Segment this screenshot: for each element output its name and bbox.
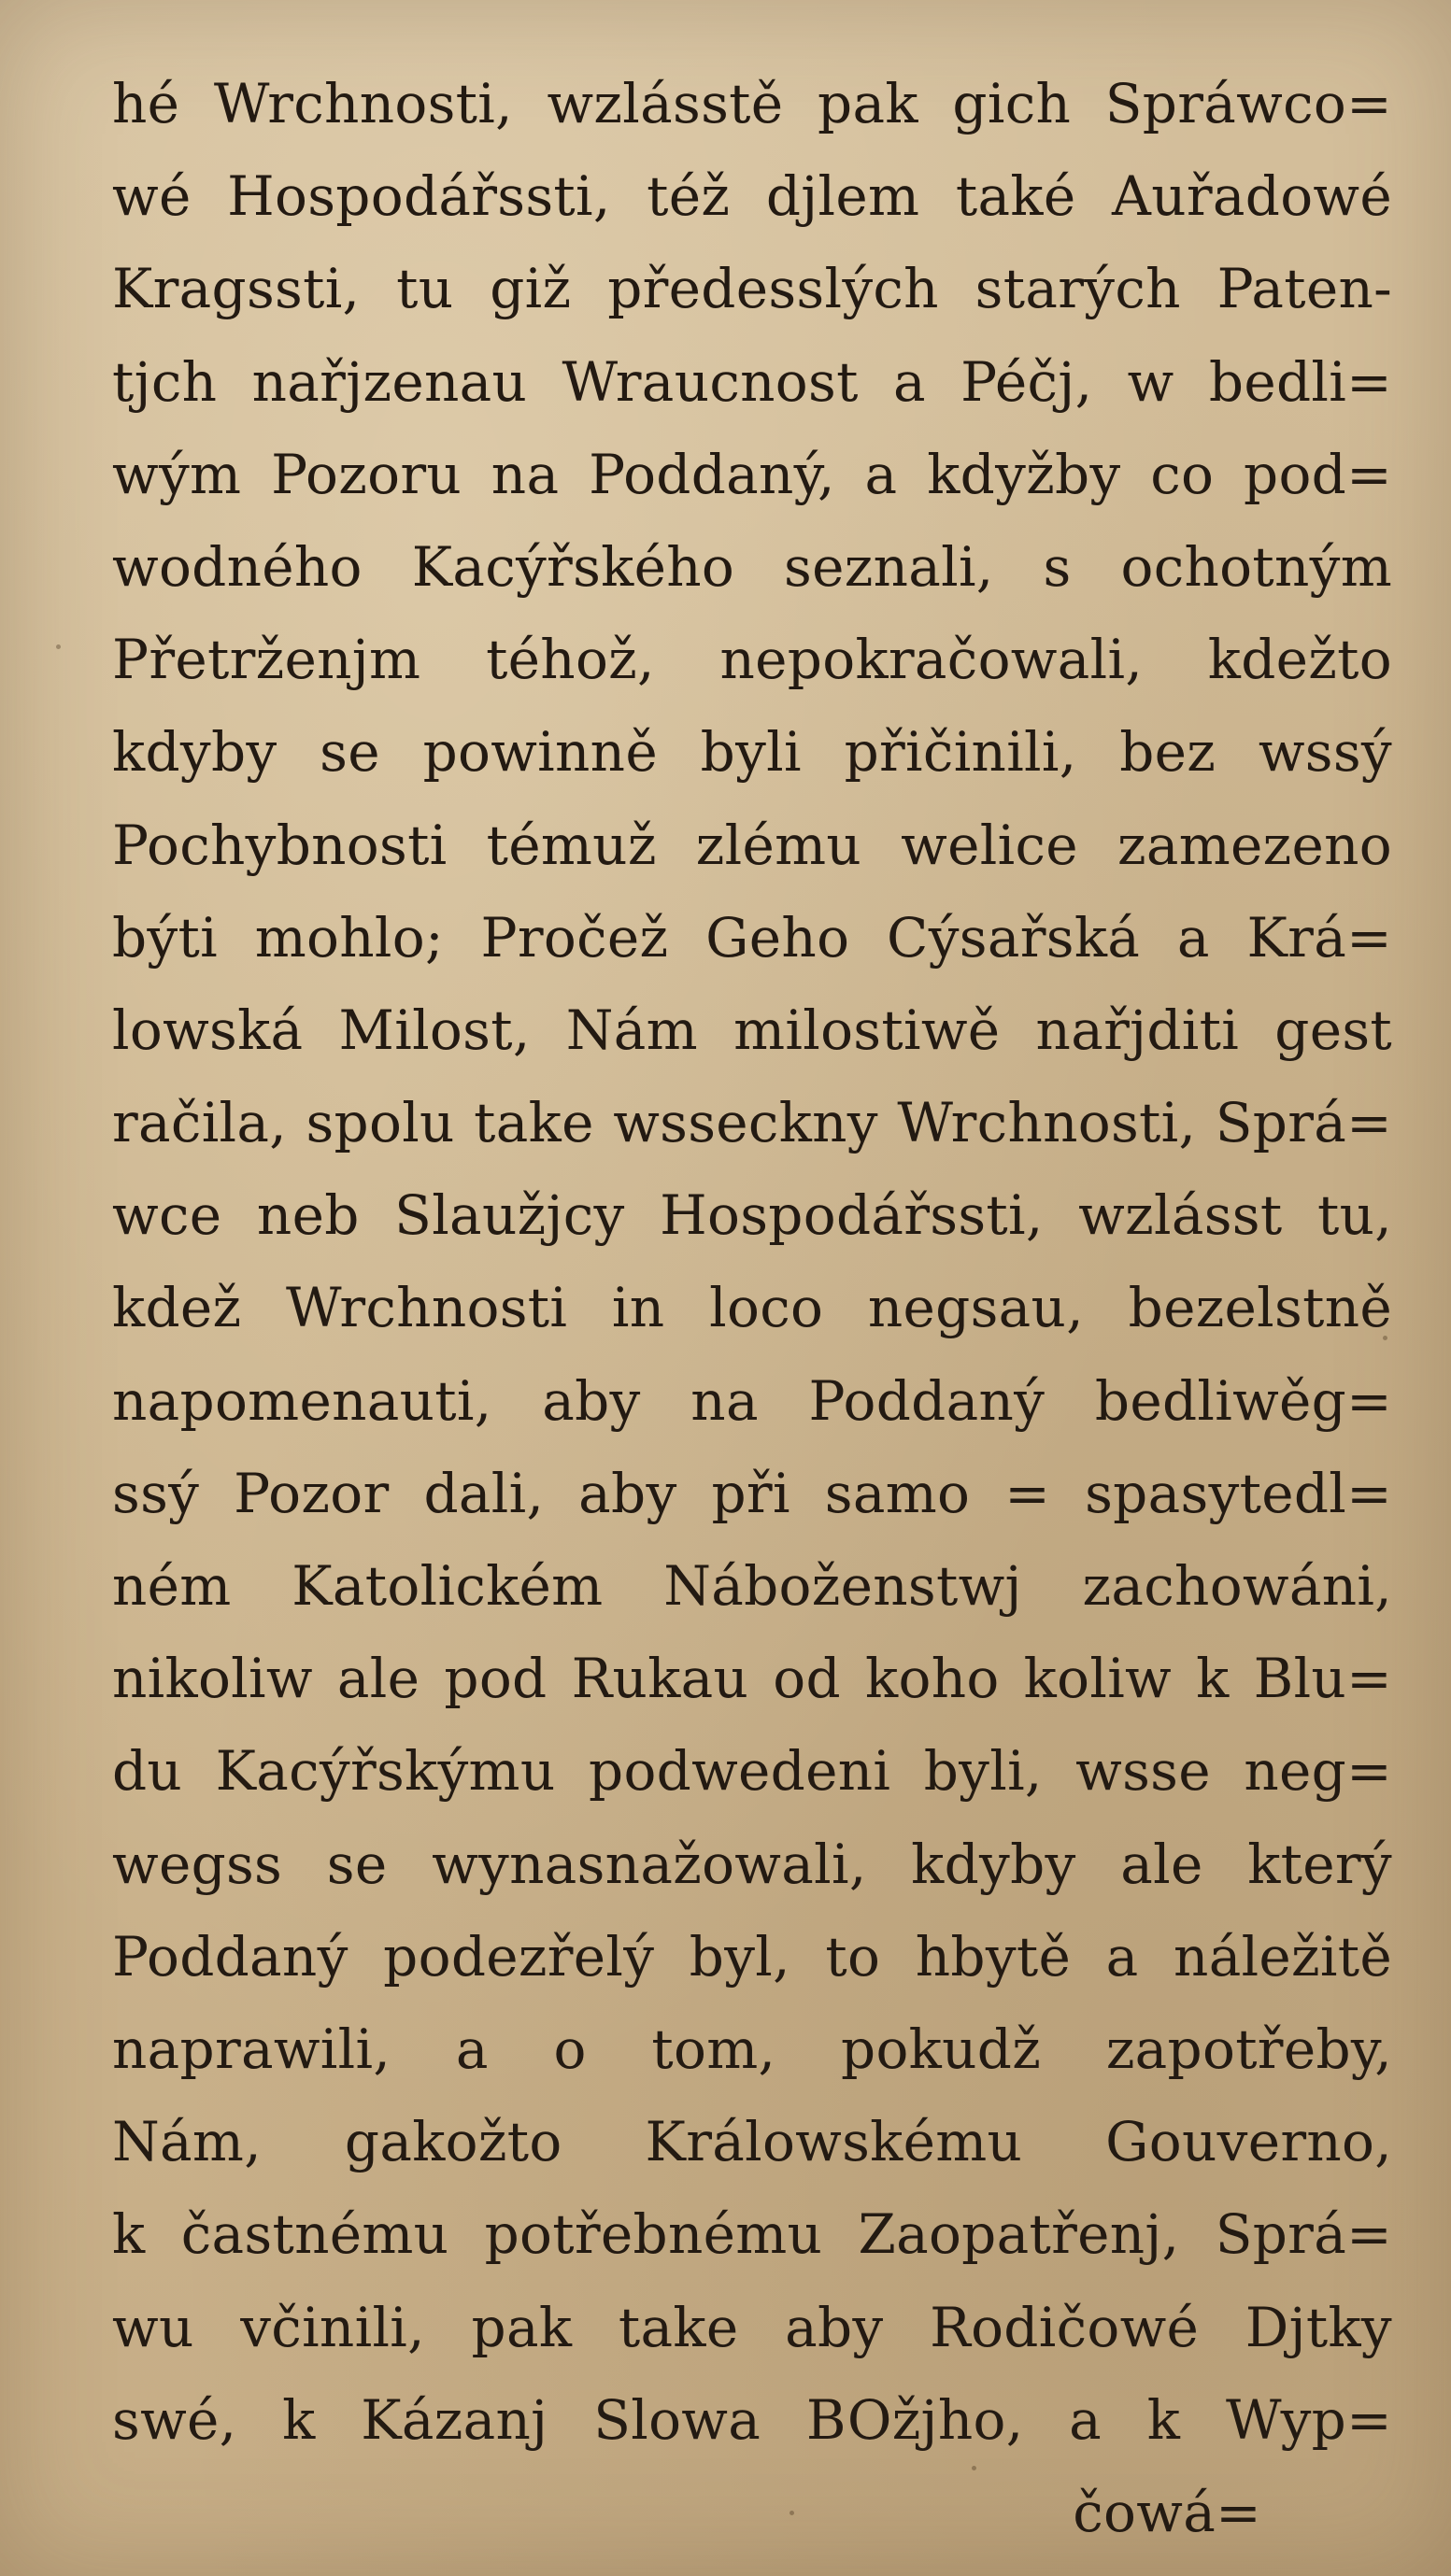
text-line: wodného Kacýřského seznali, s ochotným	[112, 534, 1392, 599]
text-line: wu včinili, pak take aby Rodičowé Djtky	[112, 2295, 1392, 2359]
paper-speck	[1383, 1336, 1387, 1340]
text-line: Kragssti, tu giž předesslých starých Paten-	[112, 257, 1392, 321]
text-line: wé Hospodářssti, též djlem také Auřadowé	[112, 164, 1392, 229]
text-line: k častnému potřebnému Zaopatřenj, Sprá=	[112, 2202, 1392, 2267]
text-line: napomenauti, aby na Poddaný bedliwěg=	[112, 1368, 1392, 1433]
text-line: wým Pozoru na Poddaný, a kdyžby co pod=	[112, 442, 1392, 506]
text-line: račila, spolu take wsseckny Wrchnosti, Sprá=	[112, 1091, 1392, 1155]
paper-speck	[972, 2466, 976, 2470]
text-line: kdyby se powinně byli přičinili, bez wssý	[112, 720, 1392, 785]
text-line: tjch nařjzenau Wraucnost a Péčj, w bedli=	[112, 349, 1392, 414]
text-line: du Kacýřskýmu podwedeni byli, wsse neg=	[112, 1739, 1392, 1804]
paper-speck	[56, 644, 61, 649]
text-line: Poddaný podezřelý byl, to hbytě a náležitě	[112, 1924, 1392, 1989]
text-line: hé Wrchnosti, wzlásstě pak gich Spráwco=	[112, 72, 1392, 135]
text-line: lowská Milost, Nám milostiwě nařjditi gest	[112, 998, 1392, 1062]
text-line: naprawili, a o tom, pokudž zapotřeby,	[112, 2017, 1392, 2081]
paper-speck	[790, 2511, 794, 2515]
catchword: čowá=	[1073, 2480, 1261, 2544]
text-line: ném Katolickém Náboženstwj zachowáni,	[112, 1554, 1392, 1618]
text-line: wce neb Slaužjcy Hospodářssti, wzlásst tu,	[112, 1183, 1392, 1248]
text-line: nikoliw ale pod Rukau od koho koliw k Blu=	[112, 1647, 1392, 1711]
text-line: Přetrženjm téhož, nepokračowali, kdežto	[112, 628, 1392, 692]
text-line: swé, k Kázanj Slowa BOžjho, a k Wyp=	[112, 2387, 1392, 2452]
text-line: ssý Pozor dali, aby při samo = spasytedl=	[112, 1461, 1392, 1525]
text-line: býti mohlo; Pročež Geho Cýsařská a Krá=	[112, 905, 1392, 970]
text-line: wegss se wynasnažowali, kdyby ale který	[112, 1832, 1392, 1896]
text-line: Nám, gakožto Králowskému Gouverno,	[112, 2110, 1392, 2174]
page-text	[112, 58, 1392, 2559]
text-line: Pochybnosti témuž zlému welice zamezeno	[112, 813, 1392, 877]
text-line: kdež Wrchnosti in loco negsau, bezelstně	[112, 1276, 1392, 1340]
